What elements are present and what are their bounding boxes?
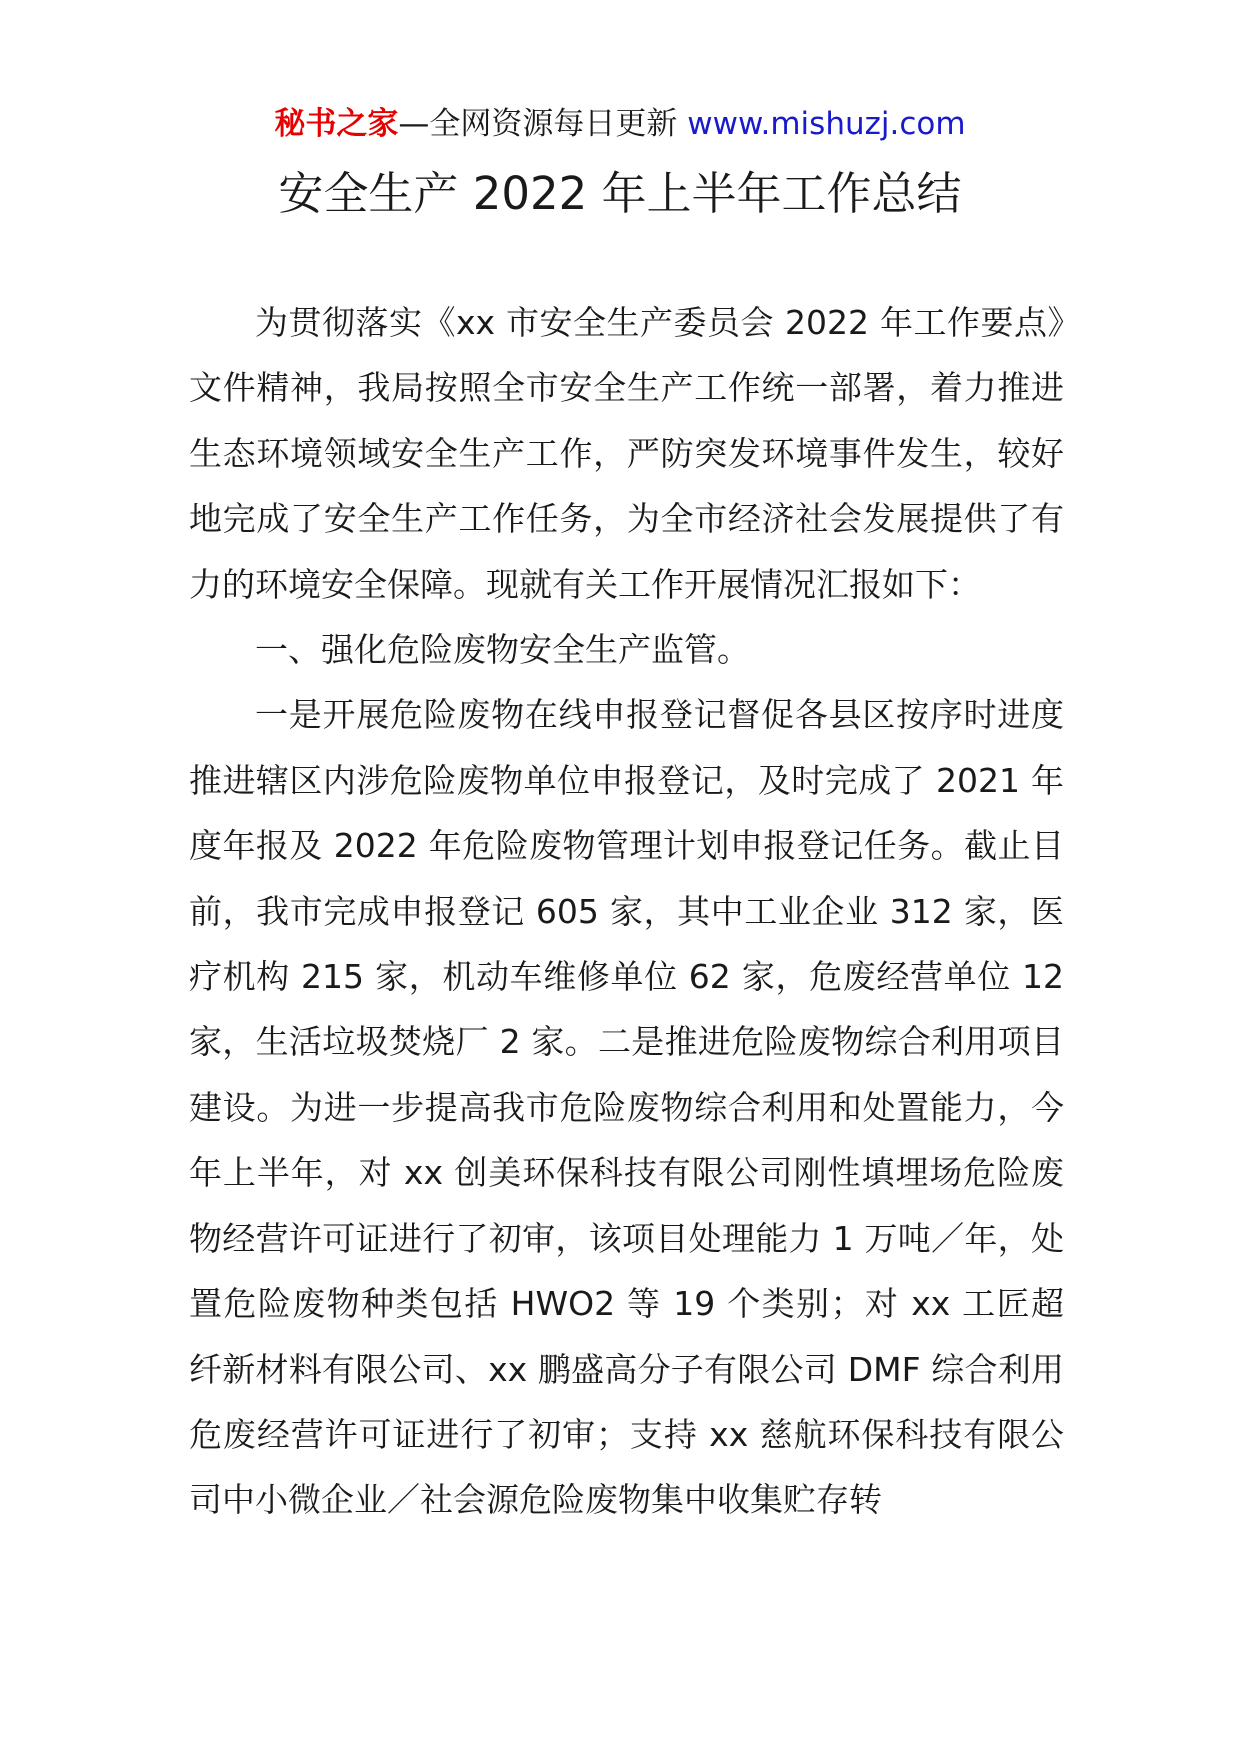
site-tagline: —全网资源每日更新 — [398, 106, 678, 142]
intro-paragraph: 为贯彻落实《xx 市安全生产委员会 2022 年工作要点》文件精神，我局按照全市安全生产工作统一部署，着力推进生态环境领域安全生产工作，严防突发环境事件发生，较好地完成了安全生产工作任务，为全市经济社会发展提供了有力的环境安全保障。现就有关工作开展情况汇报如下： — [189, 303, 1064, 604]
document-body — [189, 290, 1064, 1533]
site-brand: 秘书之家 — [274, 106, 399, 142]
section-1-paragraph: 一是开展危险废物在线申报登记督促各县区按序时进度推进辖区内涉危险废物单位申报登记，及时完成了 2021 年度年报及 2022 年危险废物管理计划申报登记任务。截止目前，我市完成申报登记 605 家，其中工业企业 312 家，医疗机构 215 家，机动车维修单位 62 家，危废经营单位 12 家，生活垃圾焚烧厂 2 家。二是推进危险废物综合利用项目建设。为进一步提高我市危险废物综合利用和处置能力，今年上半年，对 xx 创美环保科技有限公司刚性填埋场危险废物经营许可证进行了初审，该项目处理能力 1 万吨／年，处置危险废物种类包括 HWO2 等 19 个类别；对 xx 工匠超纤新材料有限公司、xx 鹏盛高分子有限公司 DMF 综合利用危废经营许可证进行了初审；支持 xx 慈航环保科技有限公司中小微企业／社会源危险废物集中收集贮存转 — [189, 695, 1064, 1520]
section-heading-1: 一、强化危险废物安全生产监管。 — [255, 630, 750, 670]
site-header — [0, 100, 1240, 148]
document-title: 安全生产 2022 年上半年工作总结 — [278, 167, 962, 220]
site-url-link[interactable]: www.mishuzj.com — [687, 106, 966, 142]
